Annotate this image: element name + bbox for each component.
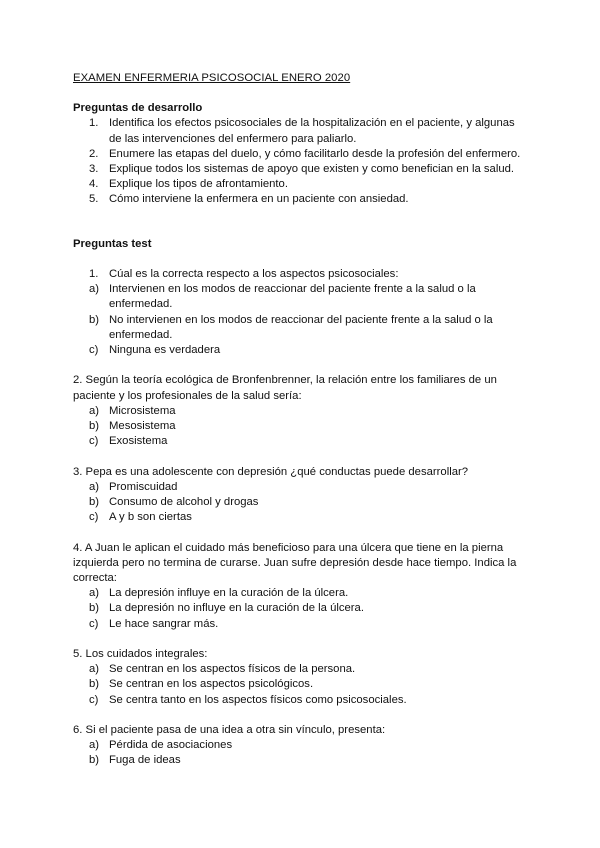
option-text: Pérdida de asociaciones <box>109 739 233 752</box>
option-text: Consumo de alcohol y drogas <box>109 496 259 509</box>
option-item <box>73 617 530 632</box>
option-item <box>73 480 530 495</box>
item-text: Enumere las etapas del duelo, y cómo facilitarlo desde la profesión del enfermero. <box>109 147 521 160</box>
option-letter: c) <box>89 511 99 524</box>
option-letter: c) <box>89 693 99 706</box>
test-question-6 <box>73 723 530 769</box>
item-text: Cómo interviene la enfermera en un paciente con ansiedad. <box>109 193 409 206</box>
option-letter: a) <box>89 480 100 493</box>
test-question-4 <box>73 541 530 632</box>
option-item <box>73 677 530 692</box>
development-questions <box>73 116 530 207</box>
question-text: 3. Pepa es una adolescente con depresión ¿qué conductas puede desarrollar? <box>73 465 469 478</box>
option-text: Exosistema <box>109 435 168 448</box>
item-text: Explique todos los sistemas de apoyo que existen y como benefician en la salud. <box>109 163 515 176</box>
list-item <box>73 192 530 207</box>
item-number: 3. <box>89 163 99 176</box>
option-letter: c) <box>89 344 99 357</box>
exam-title: EXAMEN ENFERMERIA PSICOSOCIAL ENERO 2020 <box>73 72 351 84</box>
option-item <box>73 404 530 419</box>
item-number: 4. <box>89 178 99 191</box>
item-text: Identifica los efectos psicosociales de la hospitalización en el paciente, y algunas de las intervenciones del enfermero para paliarlo. <box>109 117 515 145</box>
option-text: La depresión no influye en la curación de la úlcera. <box>109 602 364 615</box>
list-item <box>73 147 530 162</box>
option-letter: b) <box>89 496 100 509</box>
option-item <box>73 282 530 312</box>
test-question-1 <box>73 267 530 358</box>
question-text: 6. Si el paciente pasa de una idea a otra sin vínculo, presenta: <box>73 724 386 737</box>
option-text: Se centra tanto en los aspectos físicos como psicosociales. <box>109 693 407 706</box>
option-text: Ninguna es verdadera <box>109 344 221 357</box>
option-item <box>73 434 530 449</box>
option-text: Se centran en los aspectos físicos de la persona. <box>109 663 356 676</box>
option-item <box>73 343 530 358</box>
option-text: La depresión influye en la curación de la úlcera. <box>109 587 349 600</box>
test-question-2 <box>73 373 530 449</box>
option-item <box>73 510 530 525</box>
option-item <box>73 753 530 768</box>
option-letter: b) <box>89 678 100 691</box>
option-item <box>73 313 530 343</box>
option-item <box>73 601 530 616</box>
option-letter: c) <box>89 617 99 630</box>
option-letter: b) <box>89 420 100 433</box>
option-letter: a) <box>89 739 100 752</box>
question-text: 2. Según la teoría ecológica de Bronfenbrenner, la relación entre los familiares de un paciente y los profesionales de la salud sería: <box>73 374 497 402</box>
option-letter: a) <box>89 404 100 417</box>
option-text: No intervienen en los modos de reaccionar del paciente frente a la salud o la enfermedad. <box>109 313 493 341</box>
list-item <box>73 162 530 177</box>
test-question-5 <box>73 647 530 708</box>
list-item <box>73 177 530 192</box>
option-item <box>73 738 530 753</box>
option-item <box>73 495 530 510</box>
development-heading: Preguntas de desarrollo <box>73 102 203 115</box>
option-item <box>73 419 530 434</box>
item-number: 2. <box>89 147 99 160</box>
item-number: 5. <box>89 193 99 206</box>
option-letter: c) <box>89 435 99 448</box>
option-item <box>73 586 530 601</box>
item-number: 1. <box>89 117 99 130</box>
option-text: Fuga de ideas <box>109 754 181 767</box>
option-text: Intervienen en los modos de reaccionar del paciente frente a la salud o la enfermedad. <box>109 283 476 311</box>
test-question-3 <box>73 465 530 526</box>
option-letter: b) <box>89 754 100 767</box>
option-item <box>73 662 530 677</box>
question-text: 5. Los cuidados integrales: <box>73 648 208 661</box>
option-letter: a) <box>89 663 100 676</box>
option-letter: b) <box>89 602 100 615</box>
option-text: A y b son ciertas <box>109 511 192 524</box>
list-item <box>73 116 530 146</box>
option-letter: a) <box>89 587 100 600</box>
option-text: Promiscuidad <box>109 480 178 493</box>
option-text: Le hace sangrar más. <box>109 617 219 630</box>
option-item <box>73 693 530 708</box>
item-text: Explique los tipos de afrontamiento. <box>109 178 288 191</box>
test-heading: Preguntas test <box>73 237 152 250</box>
question-text: Cúal es la correcta respecto a los aspectos psicosociales: <box>109 268 399 281</box>
question-number: 1. <box>89 268 99 281</box>
option-letter: a) <box>89 283 100 296</box>
option-text: Microsistema <box>109 404 176 417</box>
option-text: Mesosistema <box>109 420 176 433</box>
option-text: Se centran en los aspectos psicológicos. <box>109 678 314 691</box>
question-text: 4. A Juan le aplican el cuidado más beneficioso para una úlcera que tiene en la pierna izquierda pero no termina de curarse. Juan sufre depresión desde hace tiempo. Indica la correcta: <box>73 541 517 585</box>
option-letter: b) <box>89 313 100 326</box>
